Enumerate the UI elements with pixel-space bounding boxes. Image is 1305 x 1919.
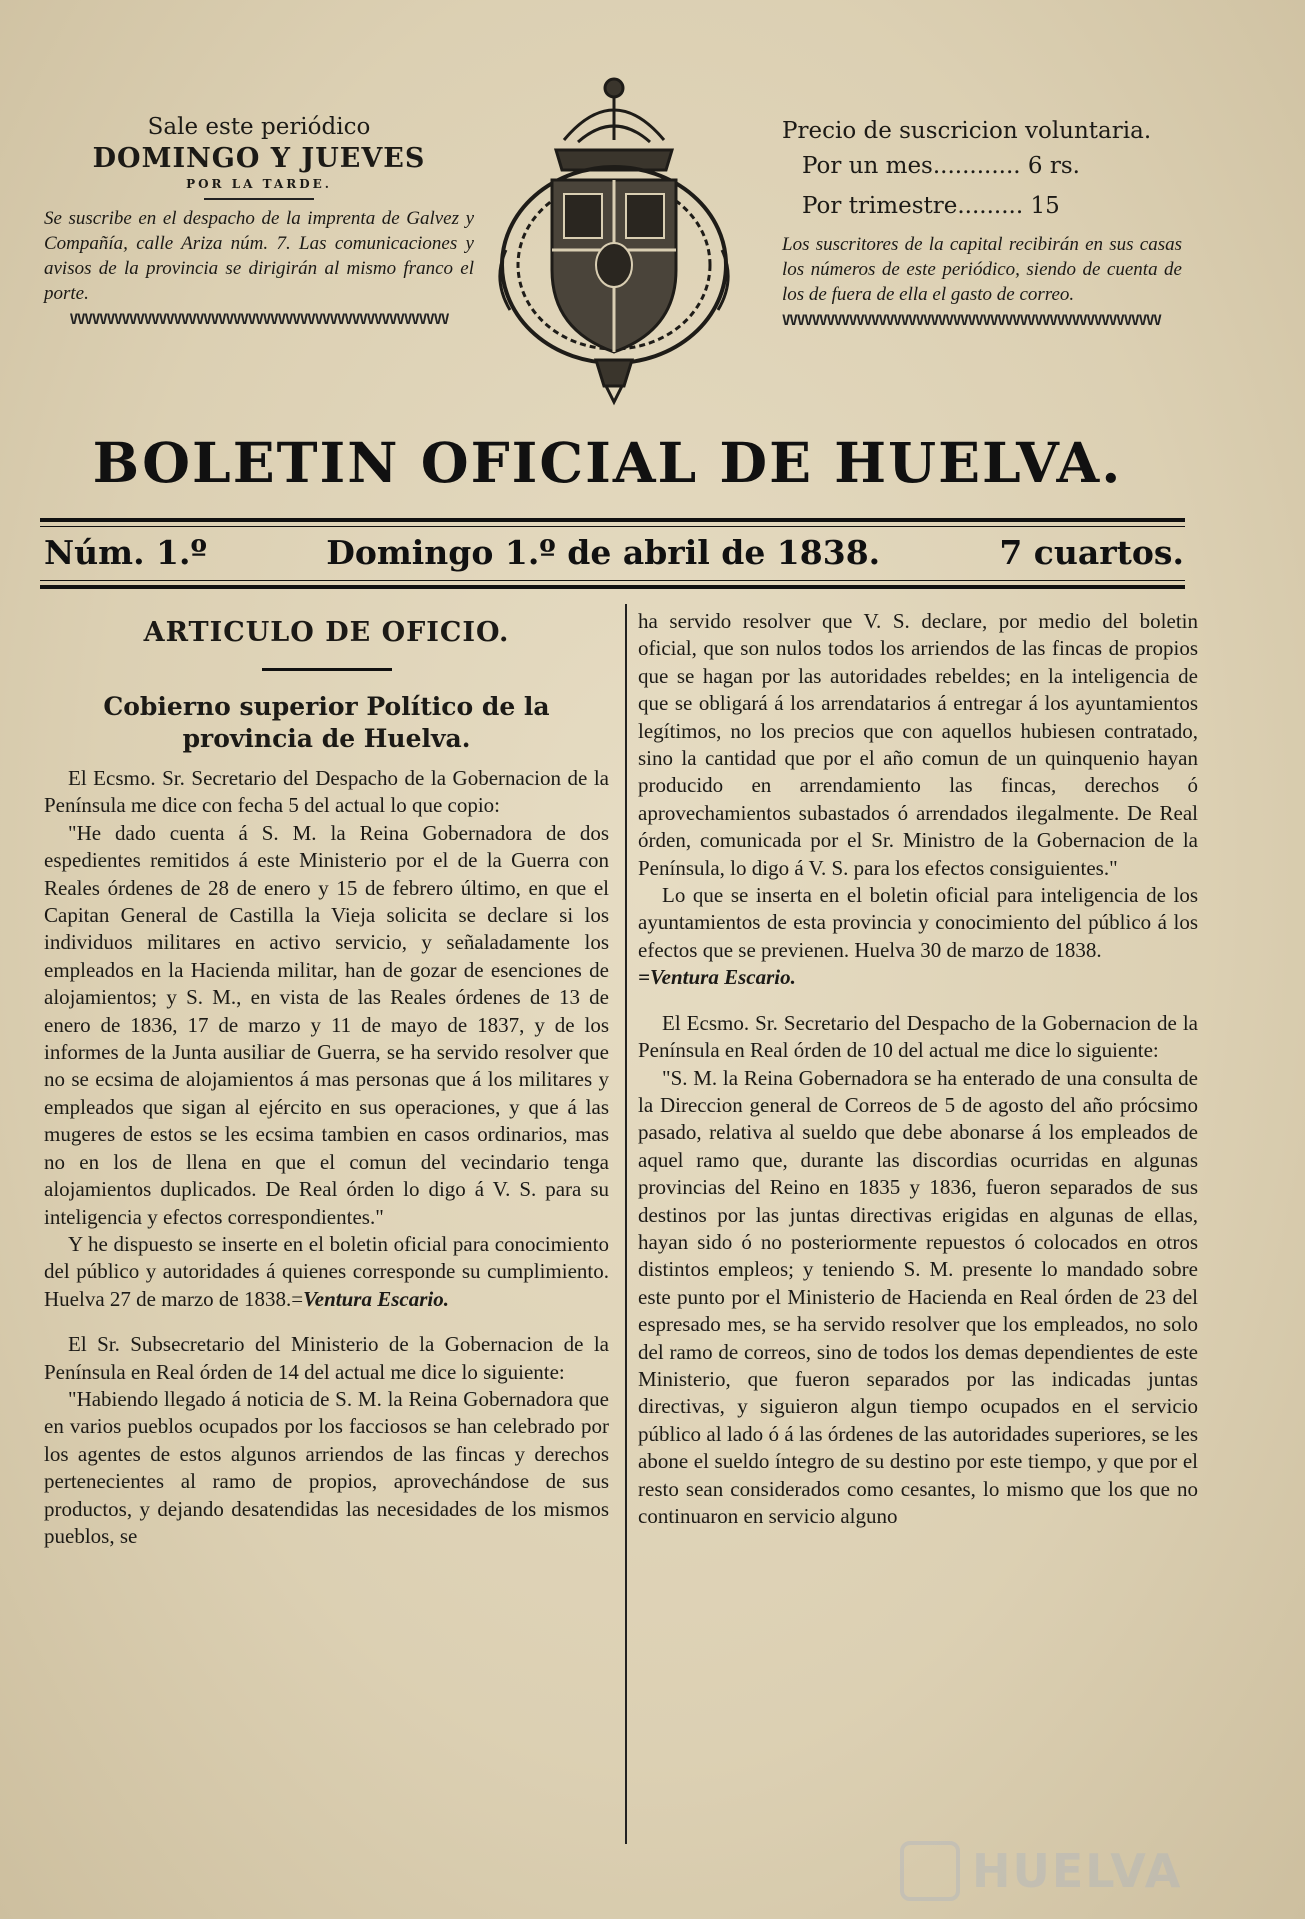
column-divider: [625, 604, 627, 1844]
section-divider: [262, 668, 392, 671]
royal-coat-of-arms-icon: [486, 70, 742, 406]
article-paragraph: Lo que se inserta en el boletin oficial para inteligencia de los ayuntamientos de esta provincia y conocimiento del público á los efectos que se previenen. Huelva 30 de marzo de 1838.: [638, 883, 1198, 962]
article-paragraph: "Habiendo llegado á noticia de S. M. la Reina Gobernadora que en varios pueblos ocupados por los facciosos se han celebrado por los agentes de estos algunos arriendos de las fincas y derechos pertenecientes al ramo de propios, aprovechándose de sus productos, y dejando desatendidas las necesidades de los mismos pueblos, se: [44, 1386, 609, 1548]
subscription-note: Se suscribe en el despacho de la imprenta de Galvez y Compañía, calle Ariza núm. 7. Las comunicaciones y avisos de la provincia se dirigirán al mismo franco el porte.: [44, 208, 474, 304]
article-paragraph: "S. M. la Reina Gobernadora se ha enterado de una consulta de la Direccion general de Correos de 5 de agosto del año prócsimo pasado, relativa al sueldo que debe abonarse á los empleados de aquel ramo que, durante las discordias ocurridas en algunas provincias del Reino en 1835 y 1836, fueron separados de sus destinos por las juntas directivas erigidas en algunas de ellas, hayan sido ó no posteriormente repuestos ó colocados en otros distintos empleos; y teniendo S. M. presente lo mandado sobre este punto por el Ministerio de Hacienda en Real órden de 23 del espresado mes, se ha servido resolver que los empleados, no solo del ramo de correos, sino de todos los demas dependientes de este Ministerio, que fueron separados por las indicadas juntas directivas, y siguieron algun tiempo ocupados en el servicio público al lado ó á las órdenes de las autoridades superiores, se les abone el sueldo íntegro de su destino por este tiempo, y que por el resto sean considerados como cesantes, lo mismo que los que no continuaron en servicio alguno: [638, 1065, 1198, 1528]
divider: [204, 198, 314, 200]
issue-number: Núm. 1.º: [44, 532, 208, 572]
publication-days: DOMINGO Y JUEVES: [92, 143, 426, 174]
article-paragraph: El Ecsmo. Sr. Secretario del Despacho de la Gobernacion de la Península en Real órden de 10 del actual me dice lo siguiente:: [638, 1010, 1198, 1063]
section-title: ARTICULO DE OFICIO.: [143, 617, 510, 648]
article-paragraph: El Sr. Subsecretario del Ministerio de la Gobernacion de la Península en Real órden de 14 del actual me dice lo siguiente:: [44, 1332, 609, 1384]
left-column: [44, 608, 609, 1550]
price-per-month: Por un mes............ 6 rs.: [802, 153, 1080, 179]
subsection-title: Cobierno superior Político de la provincia de Huelva.: [103, 692, 550, 753]
library-logo-icon: [900, 1841, 960, 1901]
subscription-price-heading: Precio de suscricion voluntaria.: [782, 118, 1152, 144]
rule-top-thin: [40, 526, 1185, 527]
zigzag-ornament-right: VVVVVVVVVVVVVVVVVVVVVVVVVVVVVVVVVVVVVVVVVVVVVVVVVVV: [782, 313, 1161, 329]
article-paragraph: El Ecsmo. Sr. Secretario del Despacho de la Gobernacion de la Península me dice con fecha 5 del actual lo que copio:: [44, 766, 609, 818]
subscriber-delivery-note: Los suscritores de la capital recibirán en sus casas los números de este periódico, siendo de cuenta de los de fuera de ella el gasto de correo.: [782, 234, 1182, 305]
article-paragraph: ha servido resolver que V. S. declare, por medio del boletin oficial, que son nulos todos los arriendos de las fincas de propios que se hagan por las autoridades rebeldes; en la inteligencia de que se obligará á los arrendatarios á entregar á los ayuntamientos legítimos, no los precios que con aquellos hubiesen contratado, sino la cantidad que por el año comun de un quinquenio hayan producido en arrendamiento las fincas, derechos ó aprovechamientos subastados ó arrendados ilegalmente. De Real órden, comunicada por el Sr. Ministro de la Gobernacion de la Península, lo digo á V. S. para los efectos consiguientes.": [638, 609, 1198, 880]
issue-info-row: [44, 528, 1184, 576]
masthead-title-band: [40, 428, 1175, 498]
price-per-quarter: Por trimestre......... 15: [802, 193, 1060, 219]
library-watermark: [900, 1838, 1230, 1904]
issue-date: Domingo 1.º de abril de 1838.: [326, 532, 881, 572]
right-column: [638, 608, 1198, 1530]
rule-bottom-thin: [40, 580, 1185, 581]
rule-bottom-thick: [40, 585, 1185, 589]
zigzag-ornament-left: VVVVVVVVVVVVVVVVVVVVVVVVVVVVVVVVVVVVVVVVVVVVVVVVVVV: [69, 312, 449, 328]
signature: Ventura Escario.: [303, 1286, 449, 1311]
subscription-info-left: [44, 112, 474, 328]
article-paragraph: "He dado cuenta á S. M. la Reina Gobernadora de dos espedientes remitidos á este Ministerio por el de la Guerra con Reales órdenes de 28 de enero y 15 de febrero último, en que el Capitan General de Castilla la Vieja solicita se declare si los individuos militares en activo servicio, y señaladamente los empleados en la Hacienda militar, han de gozar de esenciones de alojamientos; y S. M., en vista de las Reales órdenes de 13 de enero de 1836, 17 de marzo y 11 de mayo de 1837, y de los informes de la Junta ausiliar de Guerra, se ha servido resolver que no se ecsima de alojamientos á mas personas que á los militares y empleados que sigan al ejército en sus operaciones, y que á las mugeres de estos se les ecsima tambien en casos ordinarios, mas no en los de llena en que el comun del vecindario tenga alojamientos duplicados. De Real órden lo digo á V. S. para su inteligencia y efectos correspondientes.": [44, 820, 609, 1229]
publication-days-intro: Sale este periódico: [147, 114, 371, 140]
rule-top-thick: [40, 518, 1185, 522]
watermark-text: HUELVA: [972, 1844, 1183, 1898]
newspaper-title: BOLETIN OFICIAL DE HUELVA.: [92, 430, 1123, 495]
publication-time: POR LA TARDE.: [186, 177, 332, 191]
subscription-info-right: [782, 116, 1182, 329]
article-paragraph: [44, 1231, 609, 1313]
signature: =Ventura Escario.: [638, 965, 796, 990]
issue-price: 7 cuartos.: [999, 532, 1184, 572]
article-text: Y he dispuesto se inserte en el boletin oficial para conocimiento del público y autoridades á quienes corresponde su cumplimiento. Huelva 27 de marzo de 1838.=: [44, 1231, 609, 1311]
